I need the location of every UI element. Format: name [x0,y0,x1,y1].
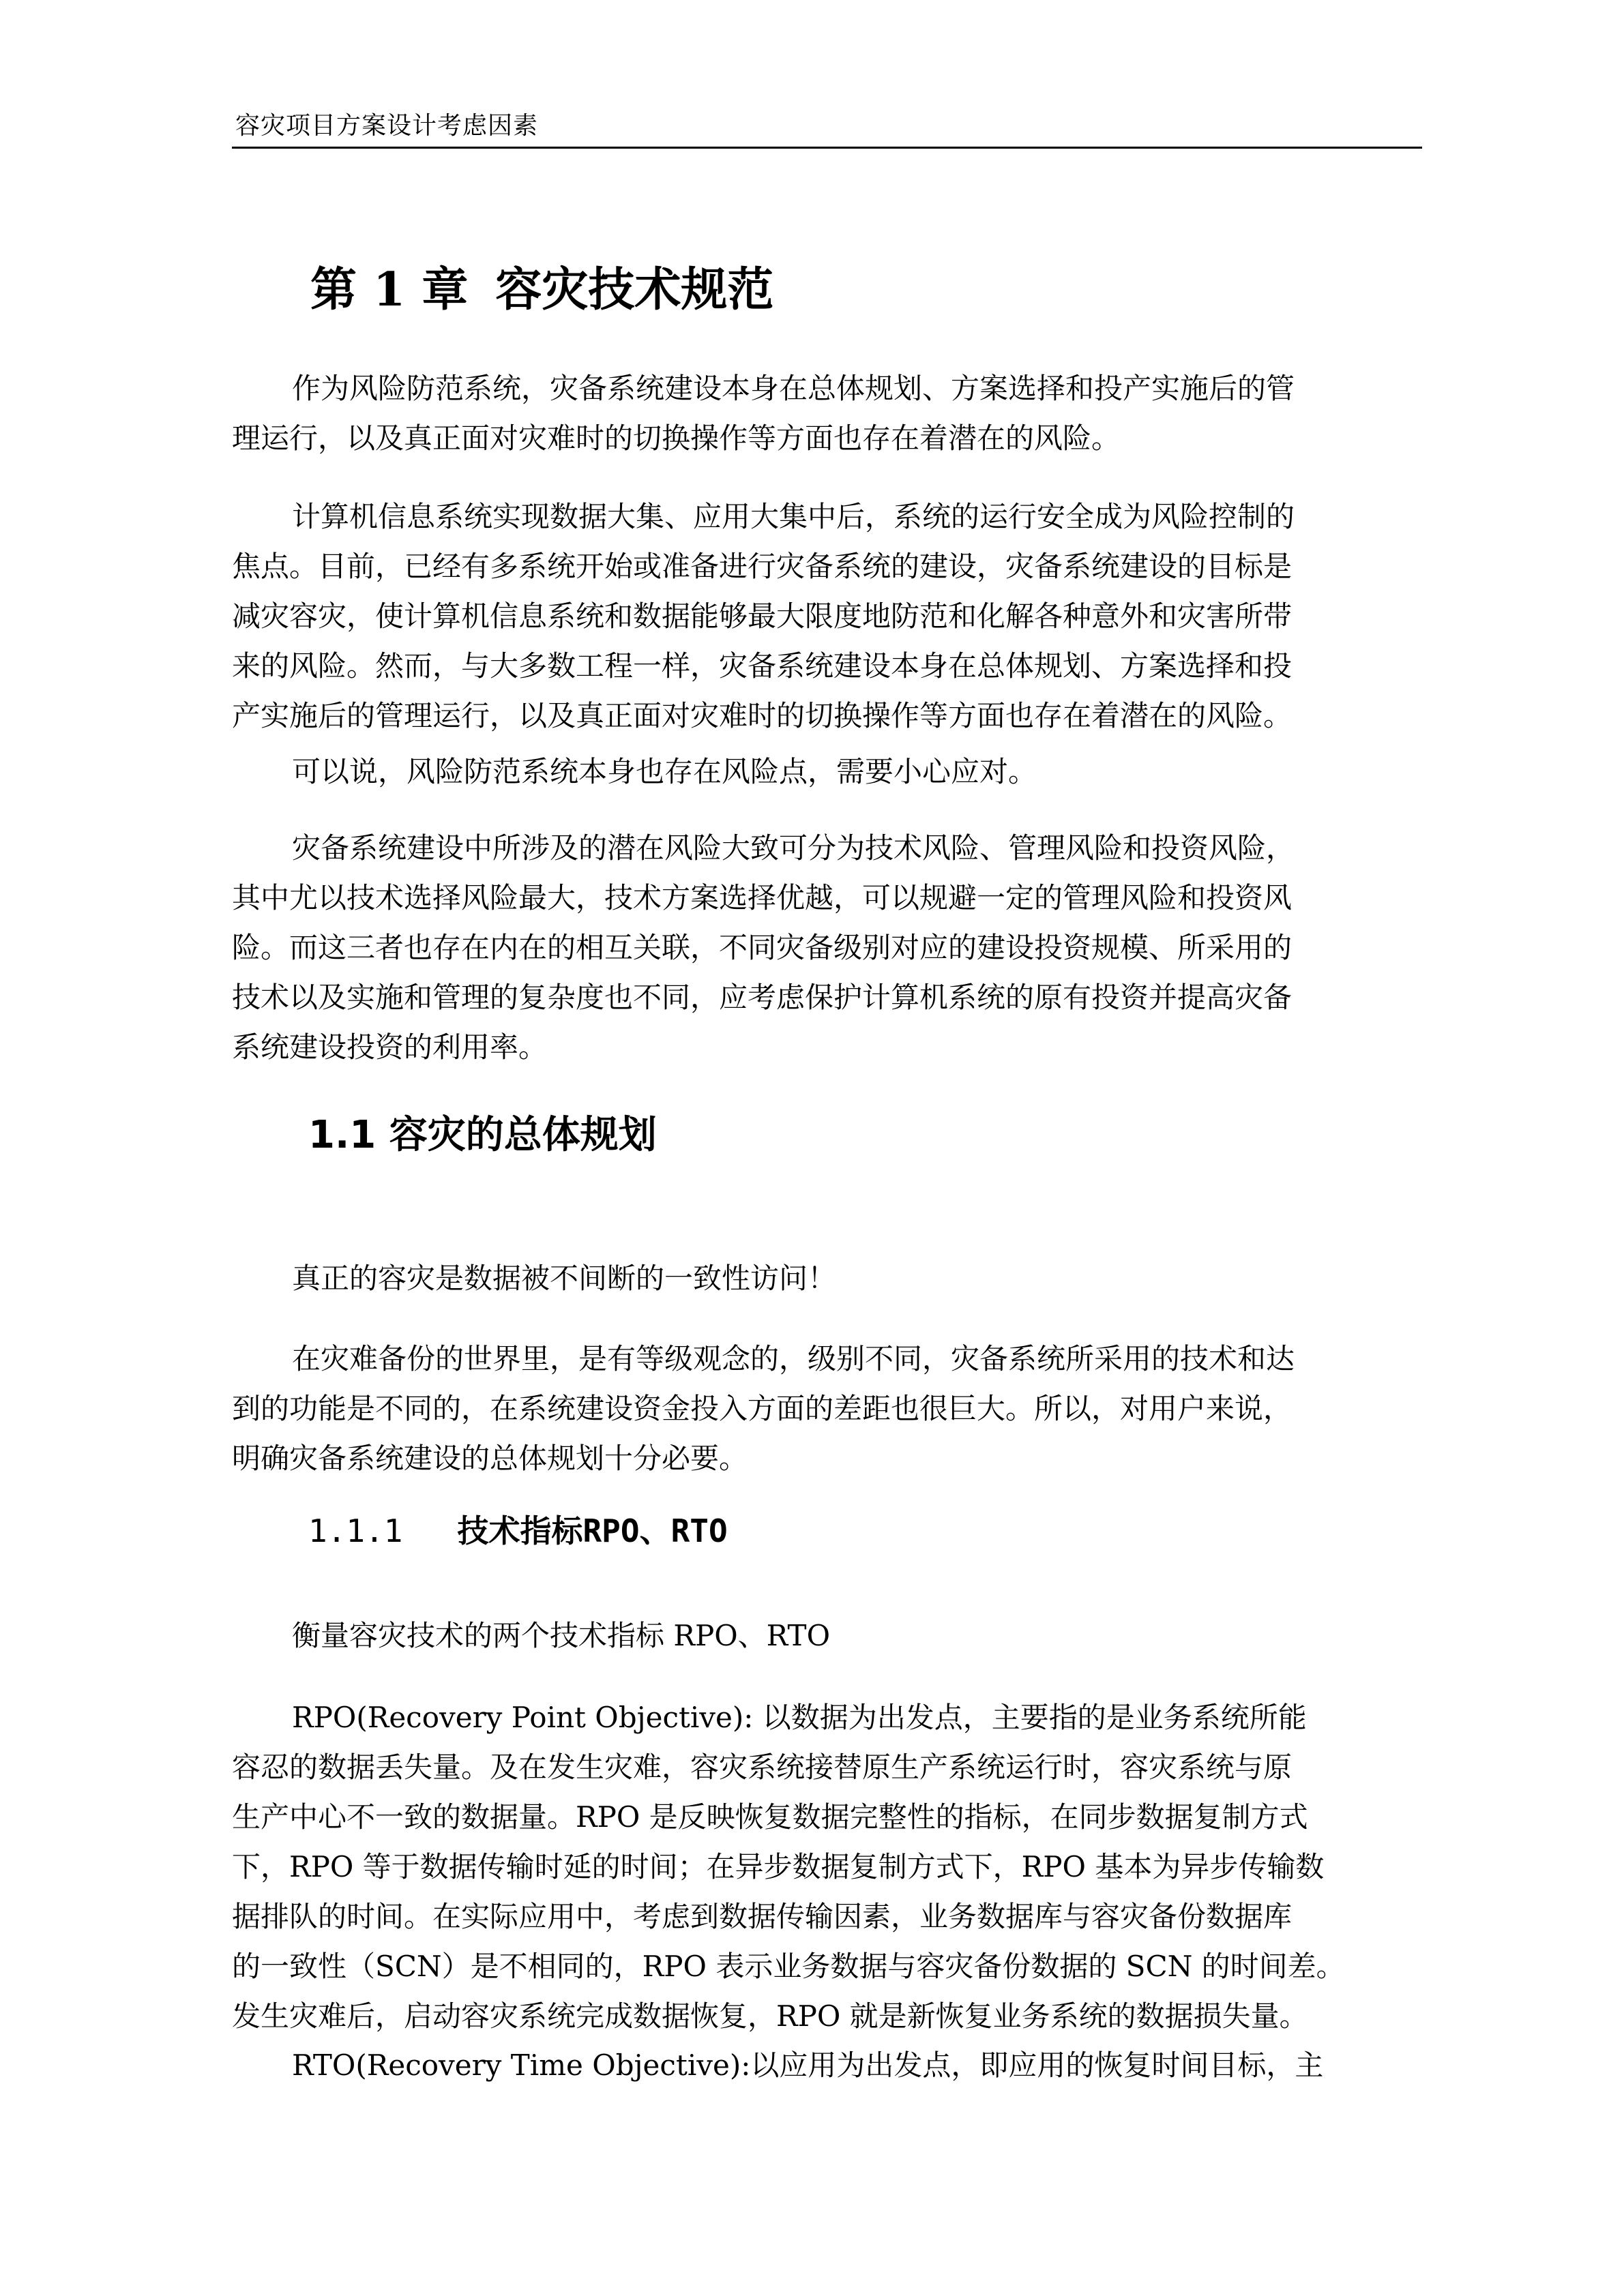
header-divider [232,147,1422,149]
chapter-label-prefix: 第 [310,263,357,317]
paragraph-line: 下，RPO 等于数据传输时延的时间；在异步数据复制方式下，RPO 基本为异步传输数 [232,1850,1325,1883]
paragraph-line: 来的风险。然而，与大多数工程一样，灾备系统建设本身在总体规划、方案选择和投 [232,649,1293,683]
paragraph [232,747,1422,796]
paragraph-line: 到的功能是不同的，在系统建设资金投入方面的差距也很巨大。所以，对用户来说， [232,1392,1293,1425]
paragraph-line: 作为风险防范系统，灾备系统建设本身在总体规划、方案选择和投产实施后的管 [292,372,1295,405]
paragraph-line: 的一致性（SCN）是不相同的，RPO 表示业务数据与容灾备份数据的 SCN 的时间差。 [232,1950,1345,1983]
paragraph [232,363,1422,463]
paragraph-line: 理运行，以及真正面对灾难时的切换操作等方面也存在着潜在的风险。 [232,421,1121,455]
subsection-title [308,1507,728,1555]
subsection-number: 1.1.1 [308,1512,403,1549]
section-title-text: 容灾的总体规划 [389,1113,657,1157]
paragraph-line: 减灾容灾，使计算机信息系统和数据能够最大限度地防范和化解各种意外和灾害所带 [232,599,1293,633]
paragraph-line: RTO(Recovery Time Objective):以应用为出发点，即应用的恢复时间目标，主 [292,2048,1324,2082]
running-header: 容灾项目方案设计考虑因素 [235,112,539,140]
paragraph-line: 发生灾难后，启动容灾系统完成数据恢复，RPO 就是新恢复业务系统的数据损失量。 [232,1999,1308,2033]
section-number: 1.1 [308,1113,377,1157]
paragraph [232,1611,1422,1660]
paragraph-line: RPO(Recovery Point Objective): 以数据为出发点，主要指的是业务系统所能 [292,1701,1307,1734]
paragraph-line: 容忍的数据丢失量。及在发生灾难，容灾系统接替原生产系统运行时，容灾系统与原 [232,1750,1293,1784]
chapter-label-suffix: 章 [422,263,469,317]
paragraph-line: 真正的容灾是数据被不间断的一致性访问！ [292,1262,837,1295]
paragraph [232,492,1422,741]
paragraph [232,1334,1422,1483]
chapter-number: 1 [373,263,406,317]
paragraph-line: 灾备系统建设中所涉及的潜在风险大致可分为技术风险、管理风险和投资风险， [292,831,1295,865]
paragraph-line: 系统建设投资的利用率。 [232,1030,548,1064]
paragraph-line: 衡量容灾技术的两个技术指标 RPO、RTO [292,1619,830,1652]
subsection-title-prefix: 技术指标 [457,1512,583,1549]
paragraph-line: 其中尤以技术选择风险最大，技术方案选择优越，可以规避一定的管理风险和投资风 [232,881,1293,914]
paragraph-line: 明确灾备系统建设的总体规划十分必要。 [232,1442,748,1475]
paragraph [232,1253,1422,1303]
paragraph-line: 计算机信息系统实现数据大集、应用大集中后，系统的运行安全成为风险控制的 [292,500,1295,533]
chapter-title [310,259,773,321]
subsection-title-terms: RPO、RTO [582,1512,728,1549]
paragraph-line: 生产中心不一致的数据量。RPO 是反映恢复数据完整性的指标，在同步数据复制方式 [232,1800,1308,1834]
paragraph [232,2040,1422,2090]
paragraph-line: 可以说，风险防范系统本身也存在风险点，需要小心应对。 [292,755,1037,788]
paragraph-line: 据排队的时间。在实际应用中，考虑到数据传输因素，业务数据库与容灾备份数据库 [232,1900,1293,1933]
paragraph-line: 焦点。目前，已经有多系统开始或准备进行灾备系统的建设，灾备系统建设的目标是 [232,550,1293,583]
paragraph-line: 产实施后的管理运行，以及真正面对灾难时的切换操作等方面也存在着潜在的风险。 [232,699,1293,732]
section-title [308,1108,657,1163]
paragraph [232,823,1422,1072]
paragraph-line: 在灾难备份的世界里，是有等级观念的，级别不同，灾备系统所采用的技术和达 [292,1342,1295,1375]
paragraph-line: 险。而这三者也存在内在的相互关联，不同灾备级别对应的建设投资规模、所采用的 [232,931,1293,964]
paragraph [232,1693,1422,2041]
chapter-title-text: 容灾技术规范 [495,263,774,317]
paragraph-line: 技术以及实施和管理的复杂度也不同，应考虑保护计算机系统的原有投资并提高灾备 [232,981,1293,1014]
